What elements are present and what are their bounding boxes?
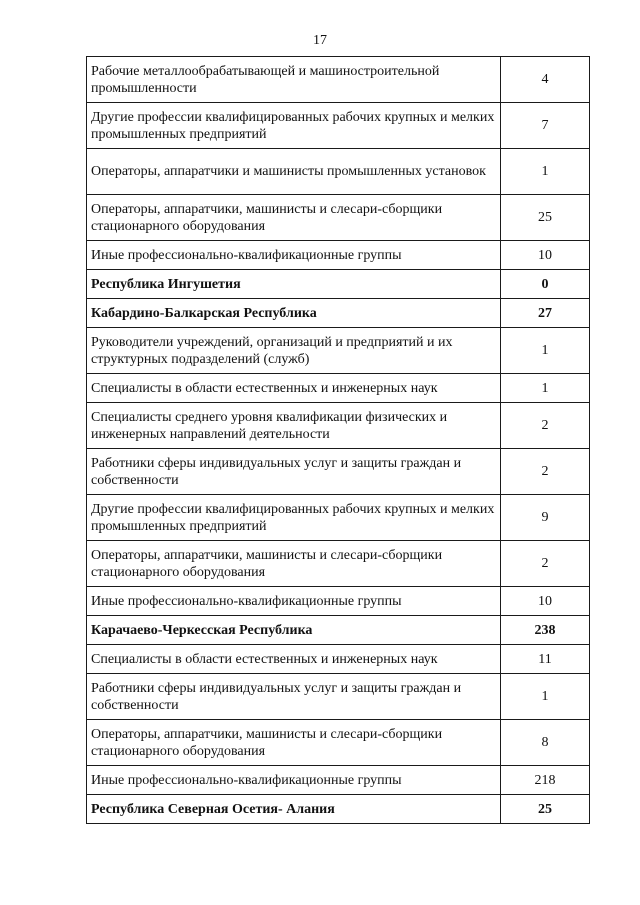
occupation-count: 8 bbox=[501, 720, 590, 766]
table-row bbox=[87, 541, 590, 587]
occupation-count: 1 bbox=[501, 328, 590, 374]
table-row bbox=[87, 449, 590, 495]
occupation-count: 2 bbox=[501, 541, 590, 587]
region-row bbox=[87, 270, 590, 299]
region-row bbox=[87, 299, 590, 328]
occupation-count: 11 bbox=[501, 645, 590, 674]
table-row bbox=[87, 674, 590, 720]
occupation-count: 25 bbox=[501, 195, 590, 241]
occupation-count: 7 bbox=[501, 103, 590, 149]
occupation-label: Другие профессии квалифицированных рабочих крупных и мелких промышленных предприятий bbox=[87, 103, 501, 149]
region-total: 238 bbox=[501, 616, 590, 645]
region-name: Республика Северная Осетия- Алания bbox=[87, 795, 501, 824]
occupation-label: Операторы, аппаратчики и машинисты промышленных установок bbox=[87, 149, 501, 195]
occupation-count: 10 bbox=[501, 241, 590, 270]
occupation-label: Операторы, аппаратчики, машинисты и слесари-сборщики стационарного оборудования bbox=[87, 541, 501, 587]
occupation-count: 1 bbox=[501, 674, 590, 720]
table-row bbox=[87, 195, 590, 241]
occupation-label: Операторы, аппаратчики, машинисты и слесари-сборщики стационарного оборудования bbox=[87, 195, 501, 241]
region-name: Республика Ингушетия bbox=[87, 270, 501, 299]
table-row bbox=[87, 328, 590, 374]
occupation-label: Работники сферы индивидуальных услуг и защиты граждан и собственности bbox=[87, 674, 501, 720]
occupation-count: 1 bbox=[501, 149, 590, 195]
occupation-label: Специалисты в области естественных и инженерных наук bbox=[87, 374, 501, 403]
occupation-count: 2 bbox=[501, 403, 590, 449]
occupation-count: 2 bbox=[501, 449, 590, 495]
occupation-table bbox=[86, 56, 590, 824]
occupation-count: 9 bbox=[501, 495, 590, 541]
occupation-label: Другие профессии квалифицированных рабочих крупных и мелких промышленных предприятий bbox=[87, 495, 501, 541]
table-row bbox=[87, 766, 590, 795]
table-row bbox=[87, 645, 590, 674]
occupation-count: 1 bbox=[501, 374, 590, 403]
table-row bbox=[87, 374, 590, 403]
occupation-count: 218 bbox=[501, 766, 590, 795]
page-number: 17 bbox=[313, 33, 327, 48]
region-total: 27 bbox=[501, 299, 590, 328]
occupation-label: Иные профессионально-квалификационные группы bbox=[87, 766, 501, 795]
occupation-label: Иные профессионально-квалификационные группы bbox=[87, 241, 501, 270]
region-name: Кабардино-Балкарская Республика bbox=[87, 299, 501, 328]
table-body bbox=[87, 57, 590, 824]
occupation-count: 4 bbox=[501, 57, 590, 103]
table-row bbox=[87, 57, 590, 103]
table-row bbox=[87, 149, 590, 195]
table-row bbox=[87, 403, 590, 449]
region-name: Карачаево-Черкесская Республика bbox=[87, 616, 501, 645]
occupation-label: Иные профессионально-квалификационные группы bbox=[87, 587, 501, 616]
occupation-label: Руководители учреждений, организаций и предприятий и их структурных подразделений (служб) bbox=[87, 328, 501, 374]
table-row bbox=[87, 241, 590, 270]
region-total: 25 bbox=[501, 795, 590, 824]
occupation-label: Рабочие металлообрабатывающей и машиностроительной промышленности bbox=[87, 57, 501, 103]
table-row bbox=[87, 495, 590, 541]
occupation-label: Специалисты в области естественных и инженерных наук bbox=[87, 645, 501, 674]
region-total: 0 bbox=[501, 270, 590, 299]
table-row bbox=[87, 103, 590, 149]
table-row bbox=[87, 720, 590, 766]
occupation-label: Работники сферы индивидуальных услуг и защиты граждан и собственности bbox=[87, 449, 501, 495]
region-row bbox=[87, 795, 590, 824]
occupation-count: 10 bbox=[501, 587, 590, 616]
occupation-label: Специалисты среднего уровня квалификации физических и инженерных направлений деятельности bbox=[87, 403, 501, 449]
region-row bbox=[87, 616, 590, 645]
table-row bbox=[87, 587, 590, 616]
occupation-label: Операторы, аппаратчики, машинисты и слесари-сборщики стационарного оборудования bbox=[87, 720, 501, 766]
